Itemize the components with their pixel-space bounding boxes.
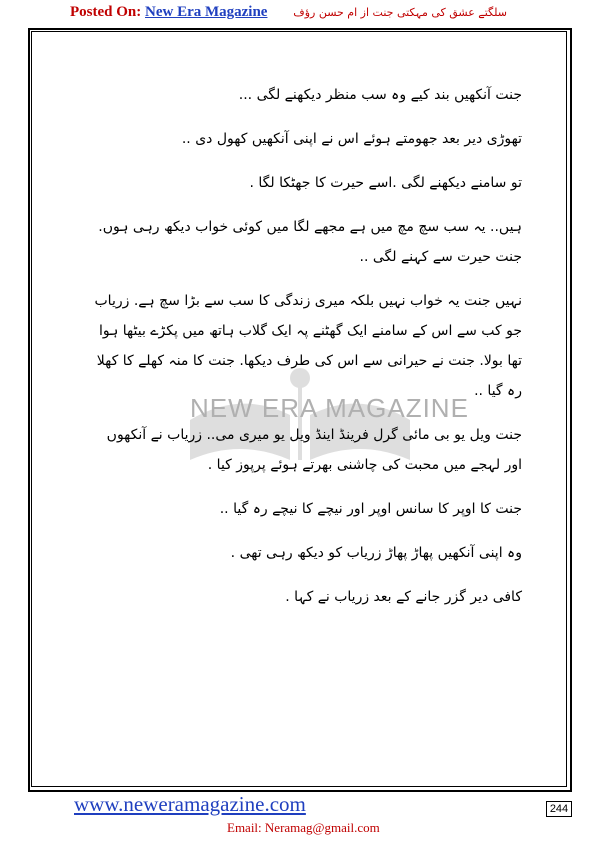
- watermark-text: NEW ERA MAGAZINE: [190, 393, 469, 423]
- story-paragraph: جنت آنکھیں بند کیے وہ سب منظر دیکھنے لگی ...: [238, 87, 522, 103]
- story-paragraph: ہیں.. یہ سب سچ مچ میں ہے مجھے لگا میں کوئی خواب دیکھ رہی ہوں. جنت حیرت سے کہنے لگی ..: [98, 219, 522, 265]
- story-paragraph: وہ اپنی آنکھیں پھاڑ پھاڑ زریاب کو دیکھ رہی تھی .: [230, 545, 522, 561]
- story-paragraph: کافی دیر گزر جانے کے بعد زریاب نے کہا .: [285, 589, 522, 605]
- story-paragraph: تو سامنے دیکھنے لگی .اسے حیرت کا جھٹکا لگا .: [249, 175, 522, 191]
- book-title: سلگتے عشق کی مہکتی جنت از ام حسن رؤف: [293, 6, 507, 19]
- story-paragraph: تھوڑی دیر بعد جھومتے ہوئے اس نے اپنی آنکھیں کھول دی ..: [181, 131, 522, 147]
- story-content: [90, 80, 522, 626]
- page-number: 244: [546, 801, 572, 817]
- story-paragraph: جنت ویل یو بی مائی گرل فرینڈ اینڈ ویل یو میری می.. زریاب نے آنکھوں اور لہجے میں محبت کی چاشنی بھرتے ہوئے پرپوز کیا .: [106, 427, 522, 473]
- website-link[interactable]: www.neweramagazine.com: [74, 792, 306, 816]
- posted-on-header: [70, 4, 267, 21]
- magazine-link[interactable]: New Era Magazine: [145, 4, 268, 20]
- contact-email: Email: Neramag@gmail.com: [227, 820, 380, 835]
- story-paragraph: نہیں جنت یہ خواب نہیں بلکہ میری زندگی کا سب سے بڑا سچ ہے. زریاب جو کب سے اس کے سامنے ایک گھٹنے پہ ایک گلاب ہاتھ میں پکڑے بیٹھا ہوا تھا بولا. جنت نے حیرانی سے اس کی طرف دیکھا. جنت کا منہ کھلے کا کھلا رہ گیا ..: [94, 293, 522, 399]
- story-paragraph: جنت کا اوپر کا سانس اوپر اور نیچے کا نیچے رہ گیا ..: [219, 501, 522, 517]
- posted-on-label: Posted On:: [70, 4, 142, 20]
